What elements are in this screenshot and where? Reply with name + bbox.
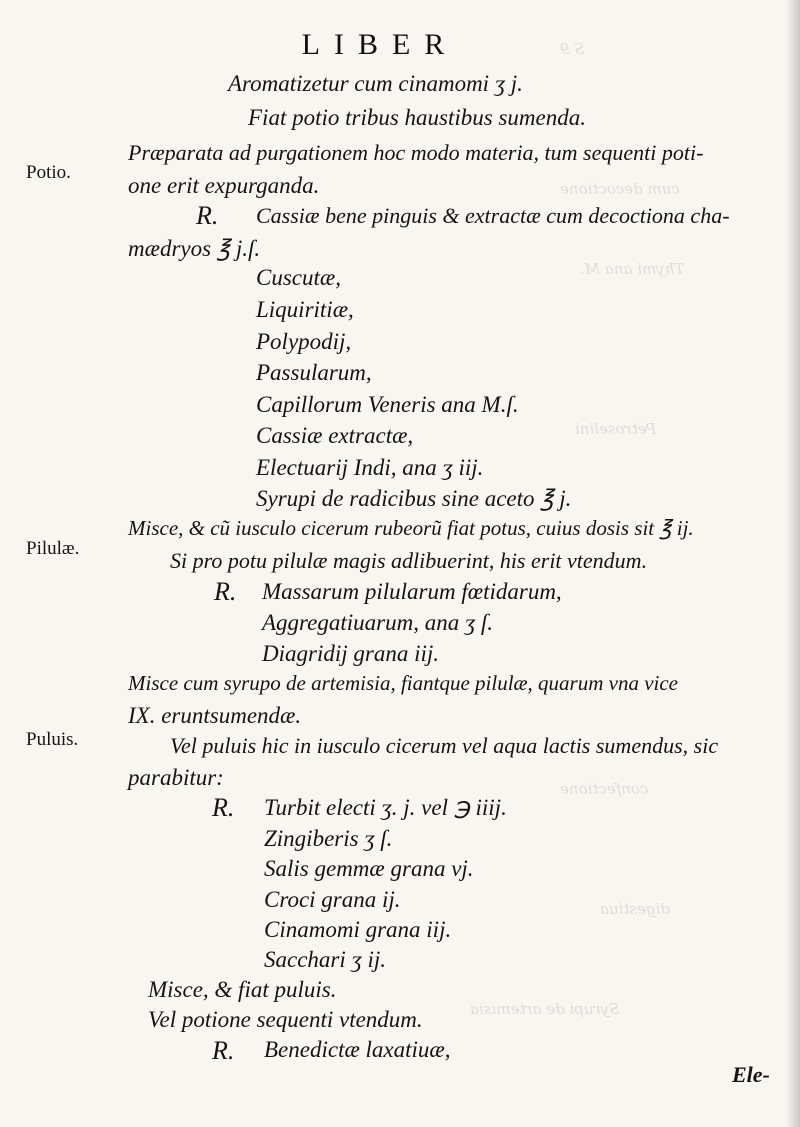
show-through: Petroselini <box>575 420 657 438</box>
catchword: Ele- <box>732 1062 770 1087</box>
running-head: LIBER <box>301 28 459 61</box>
ingredient-line: Croci grana ij. <box>264 887 401 912</box>
ingredient-line: Diagridij grana iij. <box>262 641 439 666</box>
page-edge-shadow <box>786 0 800 1127</box>
text-line: IX. eruntsumendæ. <box>128 703 302 728</box>
text-line: one erit expurganda. <box>128 173 320 198</box>
ingredient-line: Turbit electi ʒ. j. vel ℈ iiij. <box>264 795 507 820</box>
ingredient-line: Salis gemmæ grana vj. <box>264 856 474 881</box>
text-line: Si pro potu pilulæ magis adlibuerint, his erit vtendum. <box>170 548 648 573</box>
margin-note-pulvis: Puluis. <box>26 729 79 750</box>
text-line: Vel puluis hic in iusculo cicerum vel aqua lactis sumendus, sic <box>170 733 719 758</box>
recipe-symbol: R. <box>212 1036 235 1065</box>
show-through: confectione <box>560 780 649 798</box>
ingredient-line: Cuscutæ, <box>256 265 341 290</box>
text-line: Cassiæ bene pinguis & extractæ cum decoctiona cha- <box>256 203 730 228</box>
ingredient-line: Cinamomi grana iij. <box>264 917 452 942</box>
text-line: parabitur: <box>128 765 224 790</box>
text-line: mædryos ℥ j.ſ. <box>128 236 261 261</box>
show-through: S 9 <box>560 40 585 58</box>
ingredient-line: Sacchari ʒ ij. <box>264 947 386 972</box>
recipe-symbol: R. <box>214 577 237 606</box>
text-line: Misce, & cũ iusculo cicerum rubeorũ fiat potus, cuius dosis sit ℥ ij. <box>128 516 694 540</box>
text-line: Aromatizetur cum cinamomi ʒ j. <box>228 71 523 96</box>
margin-note-potio: Potio. <box>26 162 71 183</box>
margin-note-pilulae: Pilulæ. <box>26 538 80 559</box>
show-through: Thymi ana M. <box>580 260 685 278</box>
ingredient-line: Aggregatiuarum, ana ʒ ſ. <box>262 610 494 635</box>
ingredient-line: Capillorum Veneris ana M.ſ. <box>256 392 519 417</box>
text-line: Vel potione sequenti vtendum. <box>148 1007 423 1032</box>
text-line: Fiat potio tribus haustibus sumenda. <box>248 105 586 130</box>
show-through: Syrupi de artemisia <box>470 1000 620 1018</box>
show-through: cum decoctione <box>560 180 680 198</box>
show-through: digestiua <box>600 900 671 918</box>
ingredient-line: Passularum, <box>256 360 372 385</box>
recipe-symbol: R. <box>196 201 219 230</box>
text-line: Misce cum syrupo de artemisia, fiantque pilulæ, quarum vna vice <box>128 671 678 695</box>
recipe-symbol: R. <box>212 793 235 822</box>
ingredient-line: Benedictæ laxatiuæ, <box>264 1037 451 1062</box>
text-line: Misce, & fiat puluis. <box>148 977 337 1002</box>
ingredient-line: Polypodij, <box>256 329 352 354</box>
ingredient-line: Massarum pilularum fœtidarum, <box>262 579 562 604</box>
ingredient-line: Zingiberis ʒ ſ. <box>264 826 393 851</box>
ingredient-line: Liquiritiæ, <box>256 297 354 322</box>
ingredient-line: Cassiæ extractæ, <box>256 423 414 448</box>
ingredient-line: Syrupi de radicibus sine aceto ℥ j. <box>256 486 572 511</box>
text-line: Præparata ad purgationem hoc modo materia, tum sequenti poti- <box>128 140 704 165</box>
ingredient-line: Electuarij Indi, ana ʒ iij. <box>256 455 484 480</box>
